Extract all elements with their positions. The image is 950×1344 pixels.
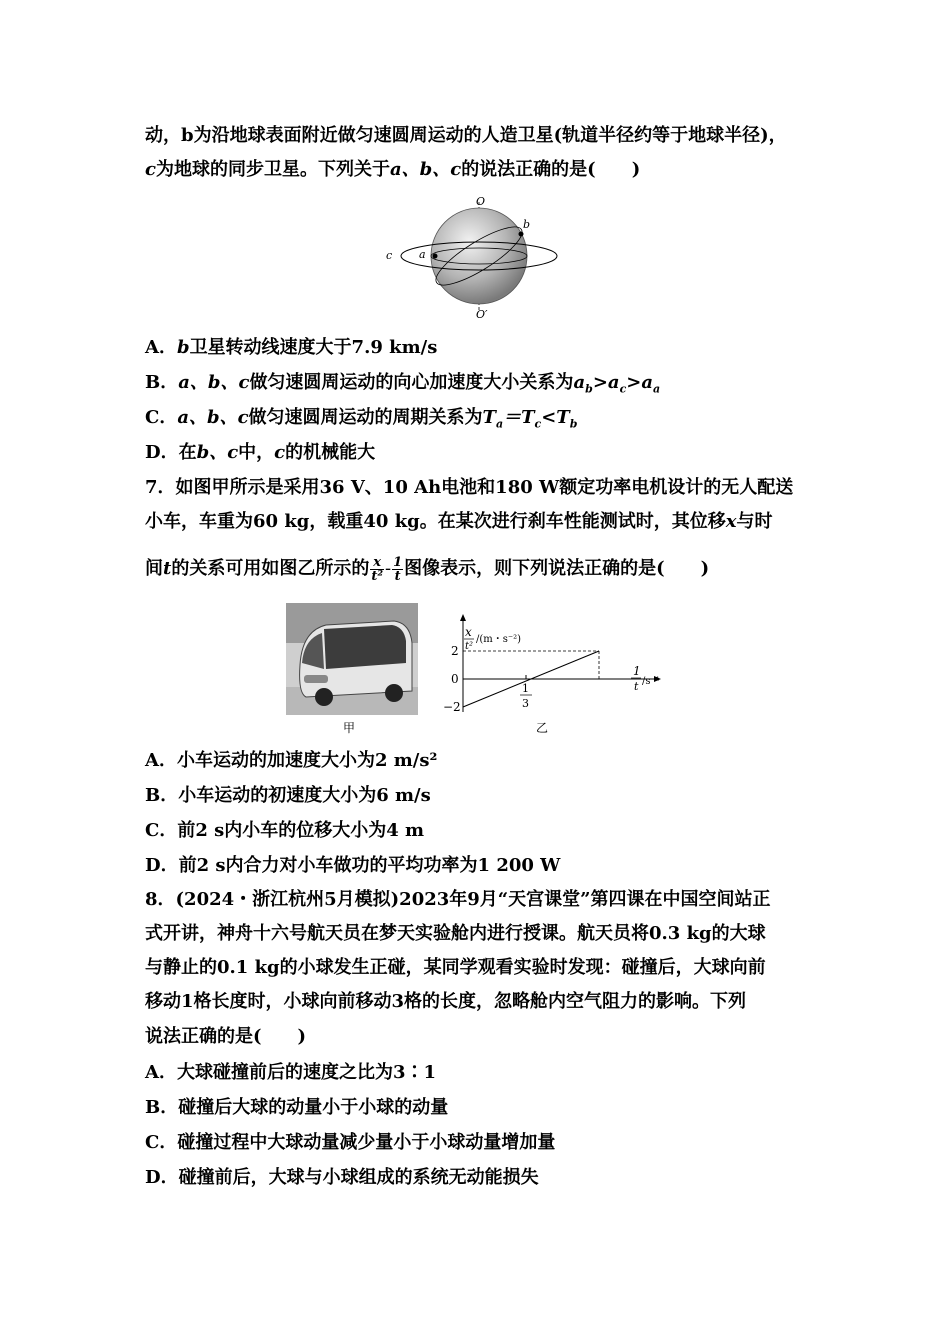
q6-opt-d-text2: 中，	[238, 442, 275, 463]
q6-opt-a-prefix: A．	[145, 337, 177, 358]
tick-label-third-num: 1	[522, 682, 529, 695]
var-c: c	[145, 159, 156, 180]
label-c: c	[386, 249, 393, 262]
x-over-t2-graph	[435, 612, 665, 724]
q6-opt-d-var2: c	[274, 442, 286, 463]
fraction-x-over-t2: $\frac{x}{\text{t²}}$	[371, 554, 384, 584]
q6-line-2	[145, 158, 640, 182]
q7-option-c: C．前2 s内小车的位移大小为4 m	[145, 820, 425, 841]
q6-opt-c-relation: $T_a=T_c<T_b$	[482, 407, 578, 431]
svg-text:1: 1	[633, 664, 641, 678]
caption-jia: 甲	[343, 721, 356, 735]
vehicle-windows	[324, 625, 406, 669]
svg-text:x: x	[465, 625, 472, 639]
q7-line-3: 间t的关系可用如图乙所示的 $\frac{x}{\text{t²}}$ - $\frac{1}{t}$ 图像表示，则下列说法正确的是( )	[145, 554, 710, 584]
q6-opt-b-relation: $a_b>a_c>a_a$	[573, 372, 661, 396]
svg-text:t²: t²	[465, 641, 474, 652]
tick-label-2: 2	[451, 644, 459, 658]
q6-opt-d-vars: b、c	[196, 442, 239, 463]
q7-line-1: 7．如图甲所示是采用36 V、10 Ah电池和180 W额定功率电机设计的无人配送	[145, 477, 794, 498]
q6-option-c	[145, 406, 577, 437]
q7-line-2-text: 小车，车重为60 kg，载重40 kg。在某次进行刹车性能测试时，其位移	[145, 511, 726, 532]
q7-option-d: D．前2 s内合力对小车做功的平均功率为1 200 W	[145, 855, 561, 876]
caption-yi: 乙	[536, 721, 549, 735]
q6-opt-d-text1: 在	[178, 442, 197, 463]
q6-line-2-vars: a、b、c	[389, 159, 462, 180]
svg-text:t: t	[634, 680, 639, 693]
q7-option-a: A．小车运动的加速度大小为2 m/s²	[145, 750, 438, 771]
tick-label-third-den: 3	[522, 697, 529, 710]
label-b: b	[523, 218, 531, 231]
q6-opt-d-prefix: D．	[145, 442, 179, 463]
q6-opt-b-prefix: B．	[145, 372, 179, 393]
q6-line-2-text: 为地球的同步卫星。下列关于	[155, 159, 390, 180]
label-a: a	[419, 248, 426, 261]
q6-line-2-end: 的说法正确的是( )	[461, 159, 641, 180]
q6-option-d	[145, 441, 375, 465]
tick-label-0: 0	[451, 672, 459, 686]
y-axis-unit: /(m・s⁻²)	[476, 634, 522, 645]
q7-line-2-end: 与时	[736, 511, 773, 532]
label-O: O	[476, 195, 486, 208]
q8-line-5: 说法正确的是( )	[145, 1026, 307, 1047]
label-O-prime: O′	[476, 308, 488, 320]
q6-opt-c-prefix: C．	[145, 407, 178, 428]
q6-line-1: 动，b为沿地球表面附近做匀速圆周运动的人造卫星(轨道半径约等于地球半径)，	[145, 125, 787, 146]
q6-opt-d-text3: 的机械能大	[285, 442, 376, 463]
q6-opt-a-text: 卫星转动线速度大于7.9 km/s	[189, 337, 438, 358]
q8-line-3: 与静止的0.1 kg的小球发生正碰，某同学观看实验时发现：碰撞后，大球向前	[145, 957, 766, 978]
q6-opt-c-vars: a、b、c	[177, 407, 249, 428]
satellite-a-dot	[433, 254, 438, 259]
q7-line-3-b: 的关系可用如图乙所示的	[171, 558, 370, 579]
q6-option-a	[145, 336, 437, 360]
q6-option-b	[145, 371, 660, 402]
delivery-vehicle-photo	[286, 603, 418, 715]
wheel-rear	[385, 684, 403, 702]
earth-sphere	[431, 208, 527, 304]
earth-satellite-figure	[385, 194, 565, 320]
q6-opt-a-var: b	[176, 337, 190, 358]
q8-option-c: C．碰撞过程中大球动量减少量小于小球动量增加量	[145, 1132, 556, 1153]
q7-option-b: B．小车运动的初速度大小为6 m/s	[145, 785, 431, 806]
satellite-b-dot	[519, 232, 524, 237]
q7-line-3-t: t	[163, 558, 172, 579]
fraction-1-over-t: $\frac{1}{t}$	[393, 554, 403, 584]
q8-option-d: D．碰撞前后，大球与小球组成的系统无动能损失	[145, 1167, 539, 1188]
tick-label-neg2: −2	[443, 700, 461, 714]
q8-option-b: B．碰撞后大球的动量小于小球的动量	[145, 1097, 449, 1118]
q8-line-1: 8．(2024・浙江杭州5月模拟)2023年9月“天宫课堂”第四课在中国空间站正	[145, 889, 771, 910]
q6-opt-c-text: 做匀速圆周运动的周期关系为	[248, 407, 483, 428]
q8-option-a: A．大球碰撞前后的速度之比为3∶1	[145, 1062, 437, 1083]
q6-opt-b-vars: a、b、c	[178, 372, 250, 393]
q8-line-2: 式开讲，神舟十六号航天员在梦天实验舱内进行授课。航天员将0.3 kg的大球	[145, 923, 766, 944]
q7-line-2-x: x	[725, 511, 737, 532]
q7-line-3-c: 图像表示，则下列说法正确的是( )	[404, 558, 710, 579]
q7-line-2	[145, 510, 772, 534]
q8-line-4: 移动1格长度时，小球向前移动3格的长度，忽略舱内空气阻力的影响。下列	[145, 991, 747, 1012]
q6-opt-b-text: 做匀速圆周运动的向心加速度大小关系为	[249, 372, 574, 393]
q7-line-3-a: 间	[145, 558, 163, 579]
wheel-front	[315, 688, 333, 706]
x-axis-unit: /s⁻¹	[642, 676, 660, 687]
